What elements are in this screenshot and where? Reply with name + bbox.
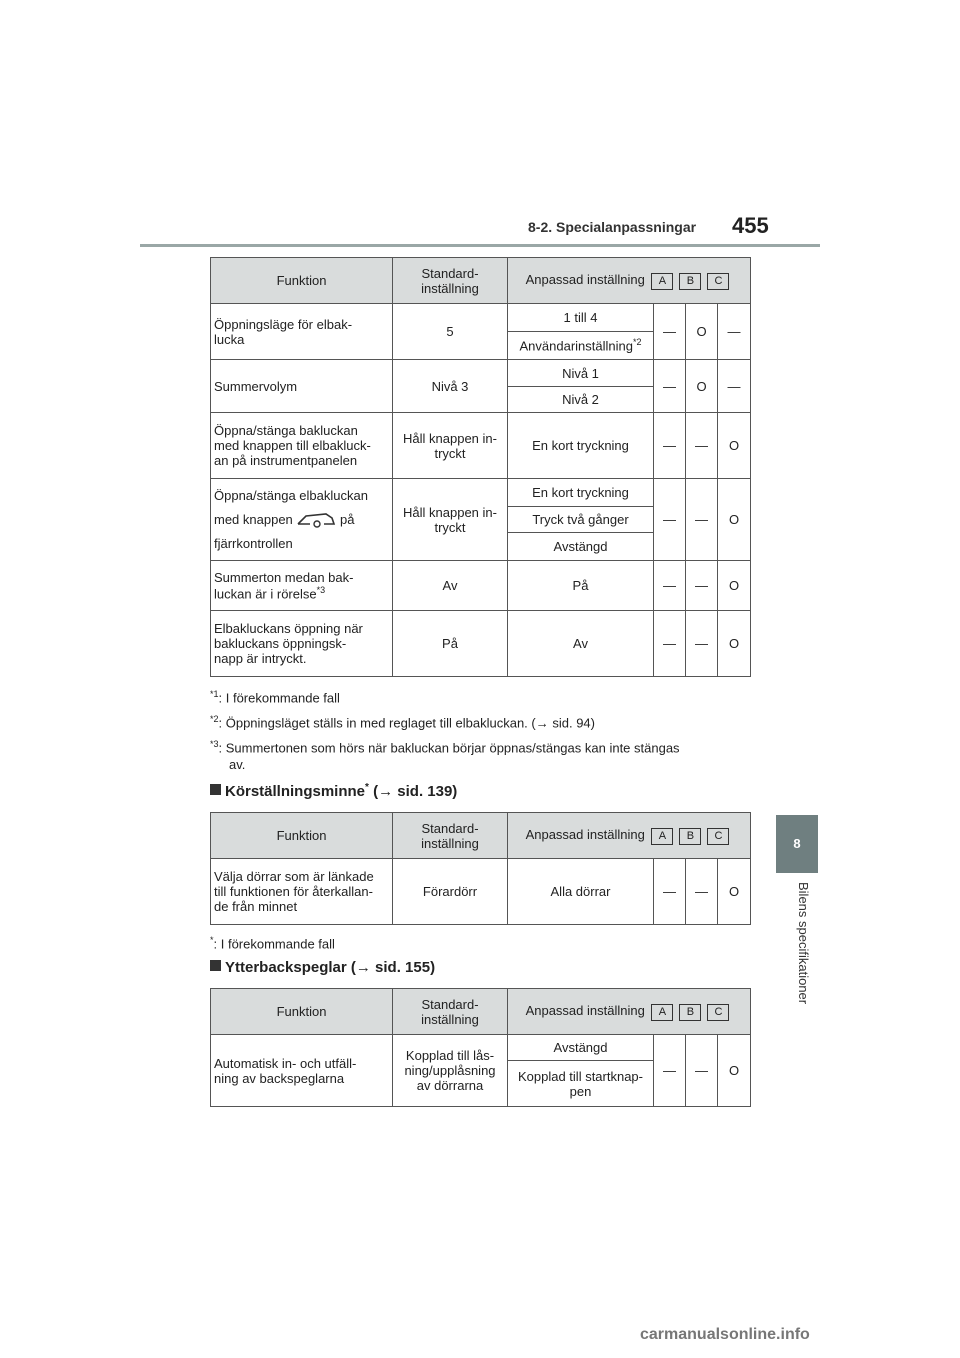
chapter-label: Bilens specifikationer: [796, 882, 811, 1005]
footnote: $^{*3}$: Summertonen som hörs när bakluckan börjar öppnas/stängas kan inte stängas av.: [210, 739, 680, 773]
chapter-tab[interactable]: [776, 815, 818, 873]
section-heading-mirrors: Ytterbackspeglar (→ sid. 155): [210, 959, 435, 976]
table-row: Öppningsläge för elbak- lucka 5 1 till 4 — O —: [211, 304, 751, 332]
std-cell: 5: [393, 304, 508, 360]
func-cell: Öppningsläge för elbak- lucka: [211, 304, 393, 360]
table-row: Nivå 2: [211, 387, 751, 413]
chapter-number: 8: [793, 836, 801, 851]
opt-cell: Användarinställning$^{*2}$: [508, 332, 654, 360]
square-bullet-icon: [210, 960, 221, 971]
table-row: Tryck två gånger: [211, 507, 751, 533]
section-heading-memory: Körställningsminne* (→ sid. 139): [210, 782, 457, 800]
header-standard: Standard- inställning: [393, 258, 508, 304]
footnote: $^{*2}$: Öppningsläget ställs in med reglaget till elbakluckan. (→ sid. 94): [210, 714, 595, 731]
table-row: Öppna/stänga bakluckan med knappen till elbakluck- an på instrumentpanelen Håll knappen in- tryckt En kort tryckning — — O: [211, 413, 751, 479]
table-row: Avstängd: [211, 533, 751, 561]
badge-b: B: [679, 273, 701, 290]
table-row: Summervolym Nivå 3 Nivå 1 — O —: [211, 360, 751, 387]
page-number: 455: [732, 213, 769, 238]
opt-cell: 1 till 4: [508, 304, 654, 332]
table-row: Välja dörrar som är länkade till funktionen för återkallan- de från minnet Förardörr Alla dörrar — — O: [211, 859, 751, 925]
header-divider: [140, 244, 820, 247]
table-header-row: Funktion Standard- inställning Anpassad inställning A B C: [211, 989, 751, 1035]
square-bullet-icon: [210, 784, 221, 795]
section-title: 8-2. Specialanpassningar: [528, 219, 697, 235]
table-header-row: Funktion Standard- inställning Anpassad inställning A B C: [211, 813, 751, 859]
settings-table-2: [210, 812, 751, 925]
table-row: Elbakluckans öppning när bakluckans öppningsk- napp är intryckt. På Av — — O: [211, 611, 751, 677]
table-row: Kopplad till startknap- pen: [211, 1061, 751, 1107]
table-row: Summerton medan bak- luckan är i rörelse$^{*3}$ Av På — — O: [211, 561, 751, 611]
tailgate-icon: [296, 510, 336, 530]
badge-c: C: [707, 273, 729, 290]
header-funktion: Funktion: [211, 258, 393, 304]
table-header-row: [211, 258, 751, 304]
table-row: Automatisk in- och utfäll- ning av backspeglarna Kopplad till lås- ning/upplåsning av dörrarna Avstängd — — O: [211, 1035, 751, 1061]
watermark: carmanualsonline.info: [640, 1326, 810, 1343]
header-anpassad: Anpassad inställning A B C: [508, 258, 751, 304]
badge-a: A: [651, 273, 673, 290]
footnote: $^{*1}$: I förekommande fall: [210, 689, 340, 706]
settings-table-3: [210, 988, 751, 1107]
footnote: *: I förekommande fall: [210, 935, 335, 952]
table-row: Öppna/stänga elbakluckan med knappen på fjärrkontrollen Håll knappen in- tryckt En kort tryckning — — O: [211, 479, 751, 507]
settings-table-1: [210, 257, 751, 677]
